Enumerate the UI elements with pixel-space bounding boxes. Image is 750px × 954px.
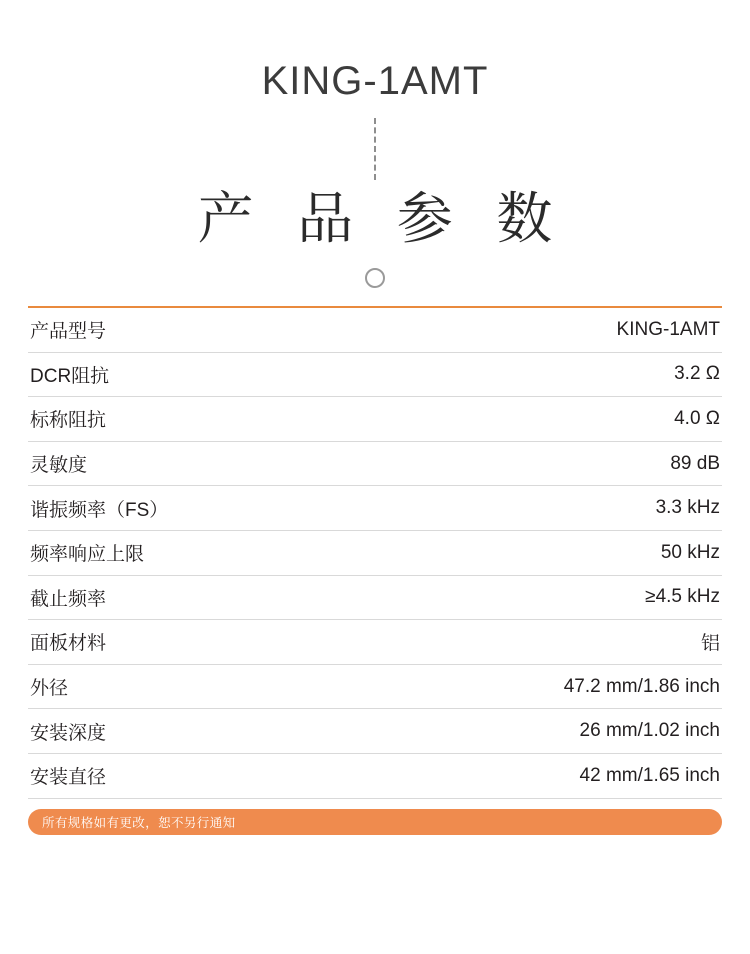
spec-value: 26 mm/1.02 inch [579, 720, 720, 742]
table-row [28, 665, 722, 710]
spec-value: 42 mm/1.65 inch [579, 764, 720, 786]
spec-value: 3.3 kHz [655, 497, 720, 519]
table-row [28, 576, 722, 621]
spec-label: 标称阻抗 [30, 410, 107, 432]
table-row [28, 308, 722, 353]
spec-label: 安装直径 [30, 767, 107, 789]
spec-label: 频率响应上限 [30, 544, 145, 566]
disclaimer-text: 所有规格如有更改，恕不另行通知 [42, 815, 236, 830]
table-row [28, 754, 722, 799]
spec-value: 3.2 Ω [674, 363, 720, 385]
spec-label: 外径 [30, 678, 69, 700]
spec-value: KING-1AMT [616, 318, 720, 340]
section-heading: 产 品 参 数 [197, 187, 567, 250]
spec-label: 截止频率 [30, 588, 107, 610]
spec-label: DCR阻抗 [30, 365, 110, 387]
dashed-divider [374, 118, 376, 180]
spec-value: 47.2 mm/1.86 inch [563, 675, 720, 697]
table-row [28, 353, 722, 398]
table-row [28, 620, 722, 665]
spec-table [28, 306, 722, 799]
table-row [28, 442, 722, 487]
spec-value: ≥4.5 kHz [645, 586, 720, 608]
spec-value: 4.0 Ω [674, 407, 720, 429]
spec-value: 50 kHz [660, 541, 720, 563]
spec-value: 89 dB [670, 452, 720, 474]
table-row [28, 709, 722, 754]
page-header [0, 0, 750, 288]
circle-ornament-icon [365, 268, 385, 288]
spec-label: 安装深度 [30, 722, 107, 744]
table-row [28, 486, 722, 531]
table-row [28, 531, 722, 576]
spec-label: 产品型号 [30, 321, 107, 343]
page-title: KING-1AMT [261, 59, 489, 103]
spec-label: 谐振频率（FS） [30, 499, 169, 521]
table-row [28, 397, 722, 442]
disclaimer-banner [28, 809, 722, 835]
spec-label: 面板材料 [30, 633, 107, 655]
spec-label: 灵敏度 [30, 455, 88, 477]
spec-value: 铝 [700, 633, 720, 655]
